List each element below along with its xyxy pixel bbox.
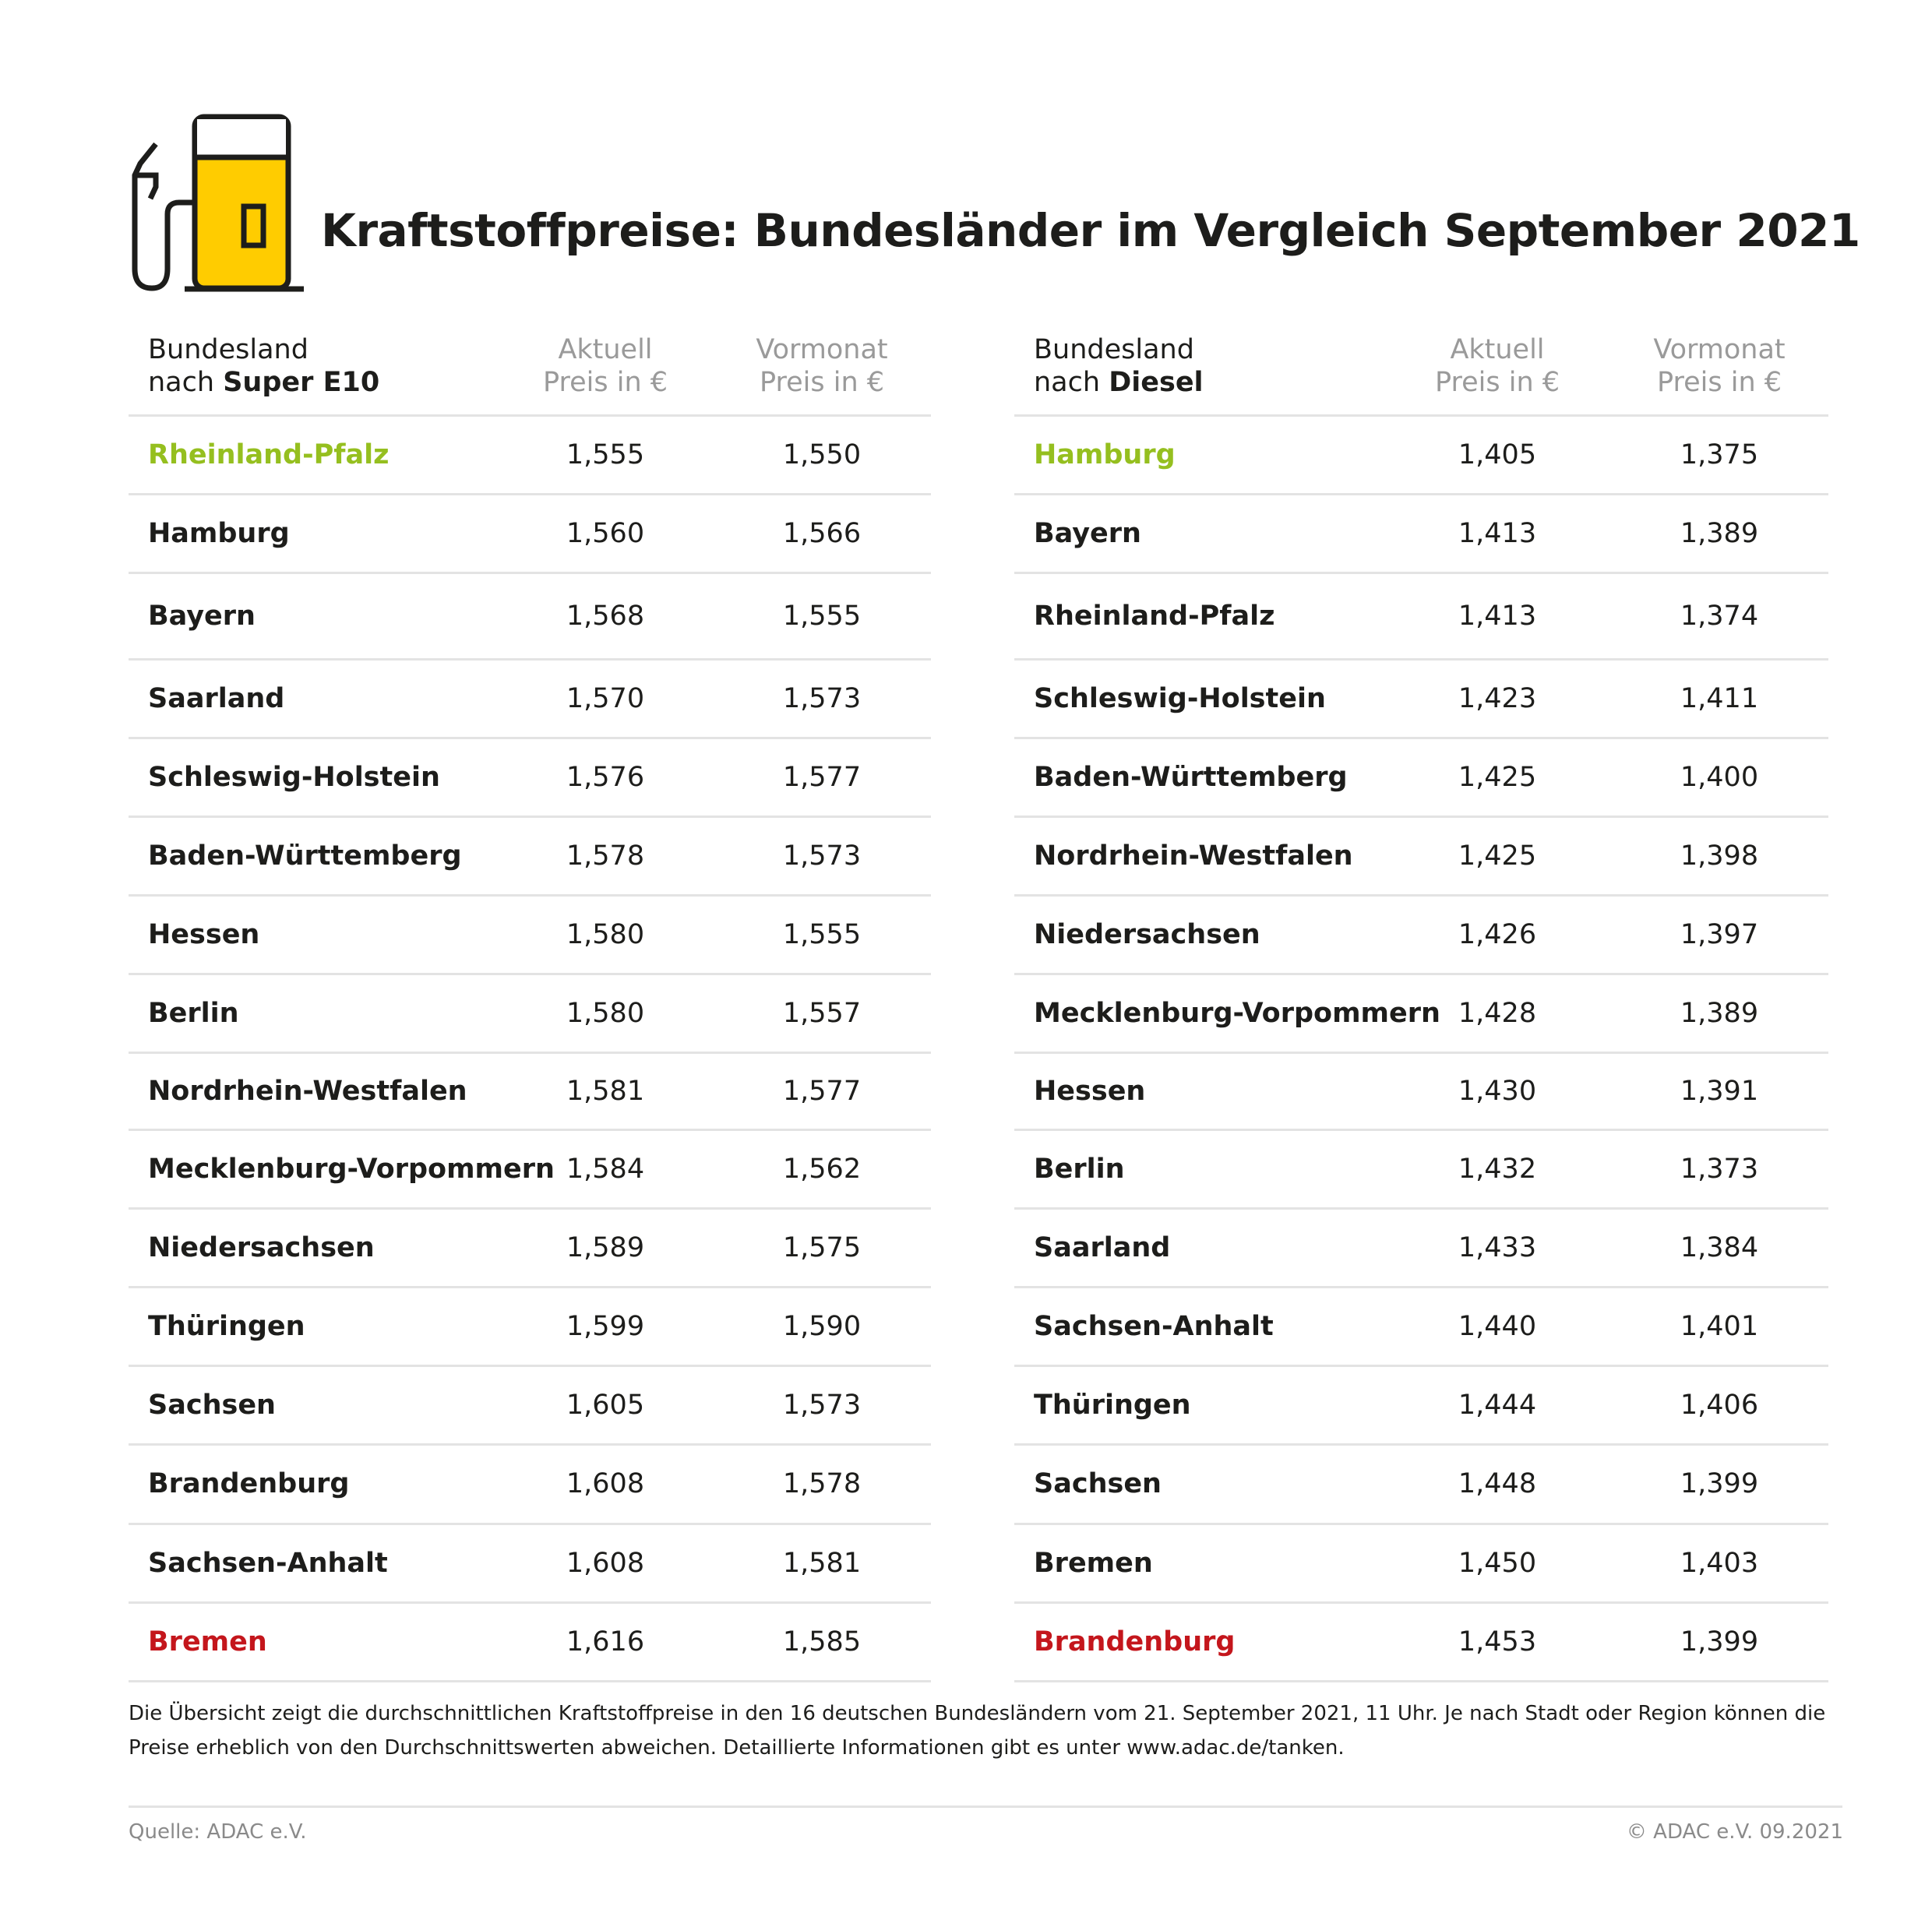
table-row	[1014, 1054, 1828, 1131]
aktuell-price-cell: 1,425	[1458, 840, 1537, 872]
vormonat-price-cell: 1,577	[782, 1076, 862, 1107]
vormonat-price-cell: 1,573	[782, 683, 862, 714]
bundesland-cell: Sachsen-Anhalt	[148, 1548, 388, 1579]
aktuell-price-cell: 1,444	[1458, 1390, 1537, 1421]
table-row	[129, 975, 931, 1054]
table-row	[1014, 1131, 1828, 1210]
bundesland-cell: Nordrhein-Westfalen	[148, 1076, 467, 1107]
table-row	[1014, 1367, 1828, 1446]
bundesland-cell: Bremen	[148, 1626, 267, 1658]
bundesland-cell: Sachsen	[148, 1390, 276, 1421]
table-row	[129, 1288, 931, 1367]
table-row	[129, 661, 931, 739]
bundesland-cell: Hessen	[1034, 1076, 1146, 1107]
table-row	[129, 818, 931, 897]
aktuell-price-cell: 1,405	[1458, 439, 1537, 470]
bundesland-cell: Schleswig-Holstein	[1034, 683, 1326, 714]
aktuell-price-cell: 1,450	[1458, 1548, 1537, 1579]
vormonat-price-cell: 1,374	[1680, 601, 1759, 632]
aktuell-price-cell: 1,413	[1458, 518, 1537, 549]
bundesland-cell: Rheinland-Pfalz	[1034, 601, 1275, 632]
column-header-aktuell: Aktuell Preis in €	[542, 334, 668, 398]
bundesland-cell: Niedersachsen	[148, 1232, 375, 1263]
aktuell-price-cell: 1,413	[1458, 601, 1537, 632]
aktuell-price-cell: 1,589	[566, 1232, 645, 1263]
column-header-vormonat: Vormonat Preis in €	[1653, 334, 1786, 398]
aktuell-price-cell: 1,426	[1458, 919, 1537, 950]
vormonat-price-cell: 1,400	[1680, 762, 1759, 793]
bundesland-cell: Thüringen	[1034, 1390, 1191, 1421]
aktuell-price-cell: 1,448	[1458, 1468, 1537, 1499]
aktuell-price-cell: 1,608	[566, 1548, 645, 1579]
aktuell-price-cell: 1,560	[566, 518, 645, 549]
table-row	[1014, 574, 1828, 661]
table-row	[1014, 975, 1828, 1054]
bundesland-cell: Saarland	[1034, 1232, 1171, 1263]
source-label: Quelle: ADAC e.V.	[129, 1820, 307, 1844]
vormonat-price-cell: 1,401	[1680, 1311, 1759, 1342]
vormonat-price-cell: 1,391	[1680, 1076, 1759, 1107]
aktuell-price-cell: 1,580	[566, 998, 645, 1029]
vormonat-price-cell: 1,373	[1680, 1154, 1759, 1185]
bundesland-cell: Berlin	[148, 998, 239, 1029]
bundesland-cell: Hessen	[148, 919, 260, 950]
aktuell-price-cell: 1,599	[566, 1311, 645, 1342]
bundesland-cell: Brandenburg	[1034, 1626, 1236, 1658]
column-header-bundesland: Bundesland nach Diesel	[1034, 334, 1204, 398]
table-row	[129, 1367, 931, 1446]
aktuell-price-cell: 1,453	[1458, 1626, 1537, 1658]
vormonat-price-cell: 1,585	[782, 1626, 862, 1658]
aktuell-price-cell: 1,581	[566, 1076, 645, 1107]
vormonat-price-cell: 1,384	[1680, 1232, 1759, 1263]
aktuell-price-cell: 1,440	[1458, 1311, 1537, 1342]
aktuell-price-cell: 1,608	[566, 1468, 645, 1499]
diesel-table	[1014, 327, 1828, 1682]
table-row	[1014, 1446, 1828, 1525]
table-row	[129, 1446, 931, 1525]
vormonat-price-cell: 1,403	[1680, 1548, 1759, 1579]
vormonat-price-cell: 1,406	[1680, 1390, 1759, 1421]
aktuell-price-cell: 1,576	[566, 762, 645, 793]
aktuell-price-cell: 1,423	[1458, 683, 1537, 714]
bundesland-cell: Bremen	[1034, 1548, 1153, 1579]
bundesland-cell: Hamburg	[148, 518, 290, 549]
bundesland-cell: Baden-Württemberg	[1034, 762, 1348, 793]
column-header-bundesland: Bundesland nach Super E10	[148, 334, 380, 398]
table-row	[129, 897, 931, 975]
vormonat-price-cell: 1,577	[782, 762, 862, 793]
aktuell-price-cell: 1,432	[1458, 1154, 1537, 1185]
table-row	[129, 417, 931, 495]
bundesland-cell: Nordrhein-Westfalen	[1034, 840, 1353, 872]
bundesland-cell: Bayern	[148, 601, 256, 632]
vormonat-price-cell: 1,557	[782, 998, 862, 1029]
bundesland-cell: Sachsen-Anhalt	[1034, 1311, 1274, 1342]
table-row	[1014, 495, 1828, 574]
bundesland-cell: Thüringen	[148, 1311, 305, 1342]
table-row	[129, 1525, 931, 1604]
table-row	[129, 495, 931, 574]
vormonat-price-cell: 1,398	[1680, 840, 1759, 872]
table-row	[1014, 1525, 1828, 1604]
table-row	[1014, 897, 1828, 975]
table-row	[1014, 661, 1828, 739]
vormonat-price-cell: 1,581	[782, 1548, 862, 1579]
aktuell-price-cell: 1,555	[566, 439, 645, 470]
bundesland-cell: Hamburg	[1034, 439, 1176, 470]
vormonat-price-cell: 1,389	[1680, 998, 1759, 1029]
vormonat-price-cell: 1,590	[782, 1311, 862, 1342]
bundesland-cell: Saarland	[148, 683, 285, 714]
vormonat-price-cell: 1,573	[782, 1390, 862, 1421]
aktuell-price-cell: 1,430	[1458, 1076, 1537, 1107]
aktuell-price-cell: 1,568	[566, 601, 645, 632]
divider	[129, 1806, 1842, 1808]
vormonat-price-cell: 1,399	[1680, 1468, 1759, 1499]
table-row	[1014, 739, 1828, 818]
table-row	[1014, 1210, 1828, 1288]
table-row	[129, 1131, 931, 1210]
aktuell-price-cell: 1,570	[566, 683, 645, 714]
table-row	[129, 739, 931, 818]
bundesland-cell: Brandenburg	[148, 1468, 350, 1499]
fuel-type-label: Diesel	[1109, 367, 1204, 398]
bundesland-cell: Niedersachsen	[1034, 919, 1260, 950]
table-row	[129, 1054, 931, 1131]
aktuell-price-cell: 1,578	[566, 840, 645, 872]
bundesland-cell: Schleswig-Holstein	[148, 762, 440, 793]
vormonat-price-cell: 1,550	[782, 439, 862, 470]
table-row	[129, 1604, 931, 1682]
aktuell-price-cell: 1,605	[566, 1390, 645, 1421]
vormonat-price-cell: 1,397	[1680, 919, 1759, 950]
aktuell-price-cell: 1,584	[566, 1154, 645, 1185]
vormonat-price-cell: 1,411	[1680, 683, 1759, 714]
table-row	[1014, 818, 1828, 897]
bundesland-cell: Berlin	[1034, 1154, 1125, 1185]
bundesland-cell: Mecklenburg-Vorpommern	[1034, 998, 1440, 1029]
aktuell-price-cell: 1,425	[1458, 762, 1537, 793]
aktuell-price-cell: 1,433	[1458, 1232, 1537, 1263]
column-header-aktuell: Aktuell Preis in €	[1434, 334, 1560, 398]
table-row	[1014, 1288, 1828, 1367]
table-row	[1014, 1604, 1828, 1682]
vormonat-price-cell: 1,566	[782, 518, 862, 549]
vormonat-price-cell: 1,562	[782, 1154, 862, 1185]
fuel-type-label: Super E10	[223, 367, 380, 398]
page-title: Kraftstoffpreise: Bundesländer im Vergleich September 2021	[321, 204, 1860, 257]
footnote: Die Übersicht zeigt die durchschnittlichen Kraftstoffpreise in den 16 deutschen Bundesländern vom 21. September 2021, 11 Uhr. Je nach Stadt oder Region können die Preise erheblich von den Durchschnittswerten abweichen. Detaillierte Informationen gibt es unter www.adac.de/tanken.	[129, 1702, 1826, 1760]
fuel-pump-icon	[129, 113, 308, 296]
vormonat-price-cell: 1,399	[1680, 1626, 1759, 1658]
bundesland-cell: Mecklenburg-Vorpommern	[148, 1154, 555, 1185]
aktuell-price-cell: 1,580	[566, 919, 645, 950]
vormonat-price-cell: 1,573	[782, 840, 862, 872]
aktuell-price-cell: 1,428	[1458, 998, 1537, 1029]
bundesland-cell: Bayern	[1034, 518, 1141, 549]
table-header	[129, 327, 931, 417]
bundesland-cell: Sachsen	[1034, 1468, 1162, 1499]
table-body	[129, 417, 931, 1682]
table-row	[129, 1210, 931, 1288]
table-row	[1014, 417, 1828, 495]
copyright-label: © ADAC e.V. 09.2021	[1626, 1820, 1843, 1844]
vormonat-price-cell: 1,389	[1680, 518, 1759, 549]
table-header	[1014, 327, 1828, 417]
column-header-vormonat: Vormonat Preis in €	[756, 334, 888, 398]
super-e10-table	[129, 327, 931, 1682]
vormonat-price-cell: 1,555	[782, 919, 862, 950]
bundesland-cell: Rheinland-Pfalz	[148, 439, 390, 470]
vormonat-price-cell: 1,575	[782, 1232, 862, 1263]
aktuell-price-cell: 1,616	[566, 1626, 645, 1658]
vormonat-price-cell: 1,375	[1680, 439, 1759, 470]
bundesland-cell: Baden-Württemberg	[148, 840, 462, 872]
table-row	[129, 574, 931, 661]
table-body	[1014, 417, 1828, 1682]
vormonat-price-cell: 1,578	[782, 1468, 862, 1499]
vormonat-price-cell: 1,555	[782, 601, 862, 632]
